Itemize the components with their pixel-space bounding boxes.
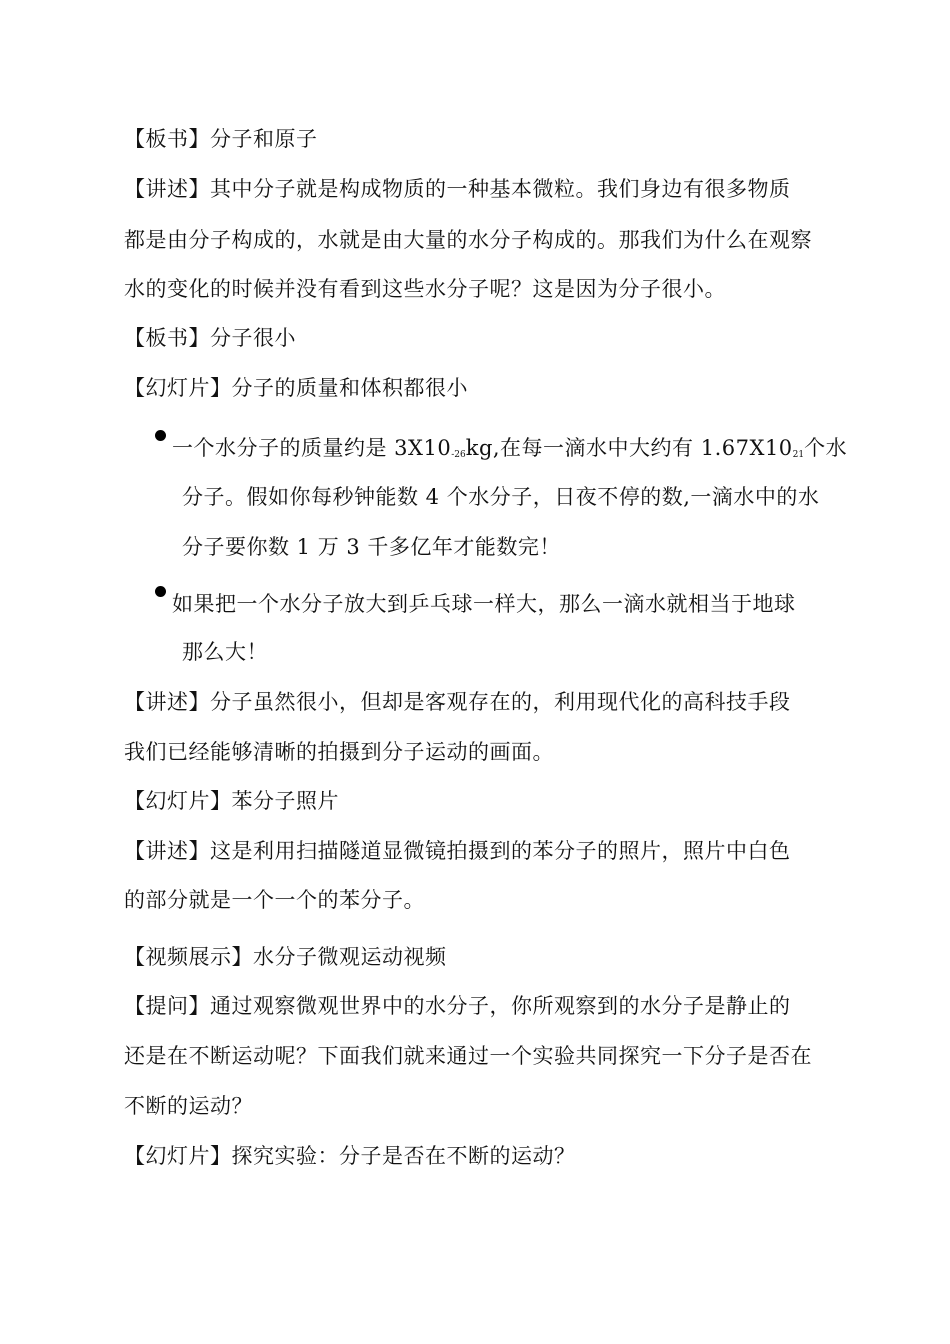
bullet1-line-2: 分子。假如你每秒钟能数 4 个水分子，日夜不停的数,一滴水中的水 — [182, 485, 820, 509]
lecture2-line-2: 我们已经能够清晰的拍摄到分子运动的画面。 — [124, 740, 554, 764]
bullet2-line-1: 如果把一个水分子放大到乒乓球一样大，那么一滴水就相当于地球 — [172, 592, 796, 616]
lecture-line-3: 水的变化的时候并没有看到这些水分子呢？这是因为分子很小。 — [124, 277, 726, 301]
lecture2-line-1: 【讲述】分子虽然很小，但却是客观存在的，利用现代化的高科技手段 — [124, 690, 791, 714]
bullet-dot — [155, 430, 166, 441]
question-line-2: 还是在不断运动呢？下面我们就来通过一个实验共同探究一下分子是否在 — [124, 1044, 812, 1068]
board-note-molecules-small: 【板书】分子很小 — [124, 326, 296, 350]
slide-benzene-photo: 【幻灯片】苯分子照片 — [124, 789, 339, 813]
lecture3-line-1: 【讲述】这是利用扫描隧道显微镜拍摄到的苯分子的照片，照片中白色 — [124, 839, 791, 863]
slide-inquiry-experiment: 【幻灯片】探究实验：分子是否在不断的运动？ — [124, 1144, 576, 1168]
lecture3-line-2: 的部分就是一个一个的苯分子。 — [124, 888, 425, 912]
lecture-line-1: 【讲述】其中分子就是构成物质的一种基本微粒。我们身边有很多物质 — [124, 177, 791, 201]
bullet1-line-3: 分子要你数 1 万 3 千多亿年才能数完！ — [182, 535, 561, 559]
bullet1-line-1: 一个水分子的质量约是 $3X10_{-26}kg$,在每一滴水中大约有 $1.67X10_{21}$个水 — [172, 436, 848, 460]
bullet2-line-2: 那么大！ — [182, 640, 268, 664]
video-demo: 【视频展示】水分子微观运动视频 — [124, 945, 447, 969]
lecture-line-2: 都是由分子构成的，水就是由大量的水分子构成的。那我们为什么在观察 — [124, 228, 812, 252]
question-line-3: 不断的运动？ — [124, 1094, 253, 1118]
question-line-1: 【提问】通过观察微观世界中的水分子，你所观察到的水分子是静止的 — [124, 994, 791, 1018]
slide-mass-volume: 【幻灯片】分子的质量和体积都很小 — [124, 376, 468, 400]
board-note-molecules-atoms: 【板书】分子和原子 — [124, 127, 318, 151]
bullet-dot — [155, 586, 166, 597]
